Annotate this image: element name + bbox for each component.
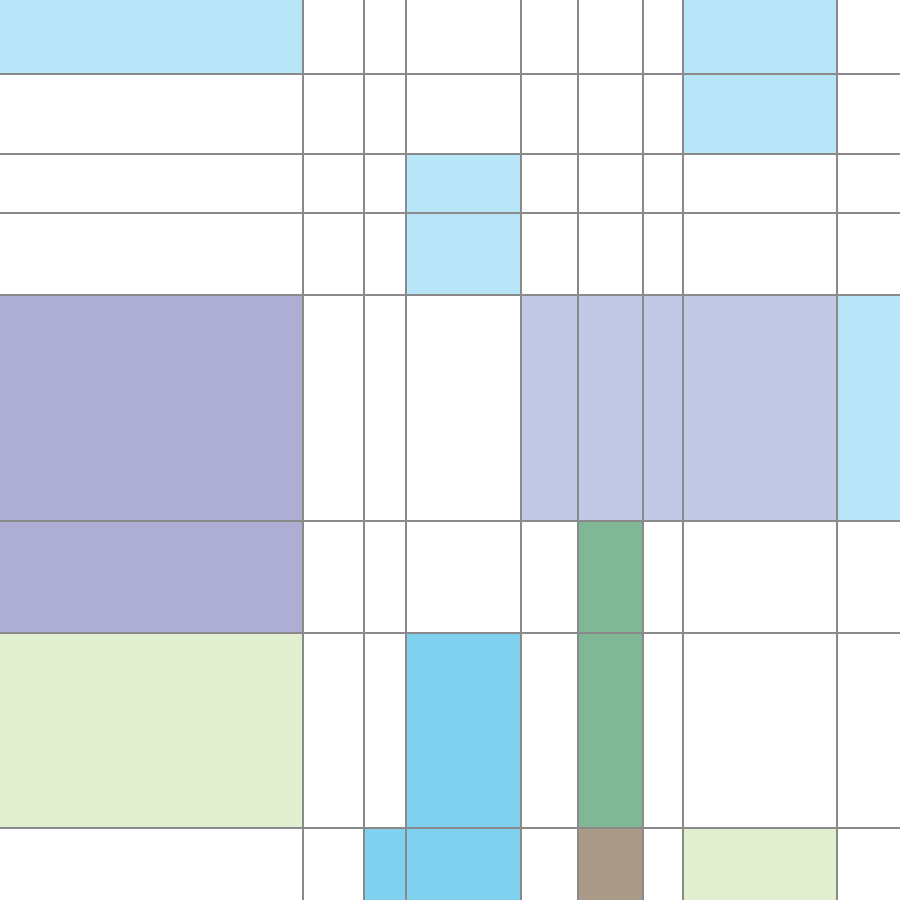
horizontal-divider: [0, 212, 900, 214]
vertical-divider: [836, 0, 838, 900]
light-blue-block-right-edge: [837, 295, 900, 521]
periwinkle-block-center-right: [521, 295, 837, 521]
horizontal-divider: [0, 520, 900, 522]
light-blue-block-center-upper: [406, 154, 521, 295]
horizontal-divider: [0, 153, 900, 155]
light-blue-block-top-right: [683, 0, 837, 154]
vertical-divider: [405, 0, 407, 900]
vertical-divider: [577, 0, 579, 900]
horizontal-divider: [0, 827, 900, 829]
taupe-block-bottom: [578, 828, 643, 900]
horizontal-divider: [0, 73, 900, 75]
vertical-divider: [642, 0, 644, 900]
lavender-block-left: [0, 295, 304, 633]
sage-green-block-center: [578, 521, 643, 828]
horizontal-divider: [0, 632, 900, 634]
pale-green-block-left: [0, 633, 304, 828]
pale-green-block-bottom-right: [683, 828, 837, 900]
vertical-divider: [682, 0, 684, 900]
light-blue-block-top-left: [0, 0, 304, 74]
horizontal-divider: [0, 294, 900, 296]
sky-blue-block-bottom-narrow: [364, 828, 406, 900]
vertical-divider: [302, 0, 304, 900]
sky-blue-block-center-lower: [406, 633, 521, 900]
vertical-divider: [520, 0, 522, 900]
vertical-divider: [363, 0, 365, 900]
